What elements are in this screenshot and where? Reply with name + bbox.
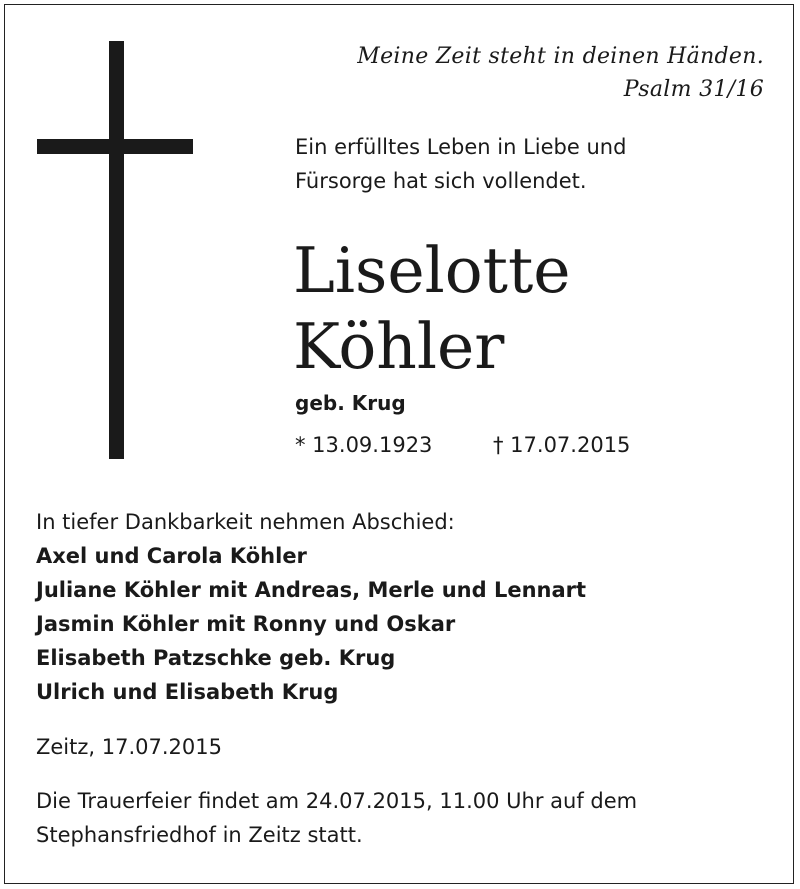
cross-horizontal-bar xyxy=(37,139,193,154)
farewell-lead: In tiefer Dankbarkeit nehmen Abschied: xyxy=(36,510,455,534)
mourner-item: Ulrich und Elisabeth Krug xyxy=(36,680,339,704)
last-name: Köhler xyxy=(293,310,505,383)
maiden-name: geb. Krug xyxy=(295,391,406,415)
cross-vertical-bar xyxy=(109,41,124,459)
place-date: Zeitz, 17.07.2015 xyxy=(36,735,222,759)
quote-text: Meine Zeit steht in deinen Händen. xyxy=(357,44,764,69)
intro-text xyxy=(295,130,626,198)
intro-line-2: Fürsorge hat sich vollendet. xyxy=(295,169,587,193)
mourner-item: Jasmin Köhler mit Ronny und Oskar xyxy=(36,612,456,636)
quote-source: Psalm 31/16 xyxy=(623,77,764,102)
mourner-item: Juliane Köhler mit Andreas, Merle und Lennart xyxy=(36,578,587,602)
death-date: † 17.07.2015 xyxy=(493,433,631,457)
psalm-quote xyxy=(357,40,764,106)
deceased-name xyxy=(293,233,571,385)
service-line-2: Stephansfriedhof in Zeitz statt. xyxy=(36,823,363,847)
service-line-1: Die Trauerfeier findet am 24.07.2015, 11.00 Uhr auf dem xyxy=(36,789,638,813)
farewell-section xyxy=(36,505,586,709)
funeral-service-info xyxy=(36,784,637,852)
birth-date: * 13.09.1923 xyxy=(295,433,433,457)
mourner-item: Elisabeth Patzschke geb. Krug xyxy=(36,646,396,670)
mourner-item: Axel und Carola Köhler xyxy=(36,544,307,568)
life-dates xyxy=(295,433,631,457)
intro-line-1: Ein erfülltes Leben in Liebe und xyxy=(295,135,627,159)
first-name: Liselotte xyxy=(293,234,571,307)
